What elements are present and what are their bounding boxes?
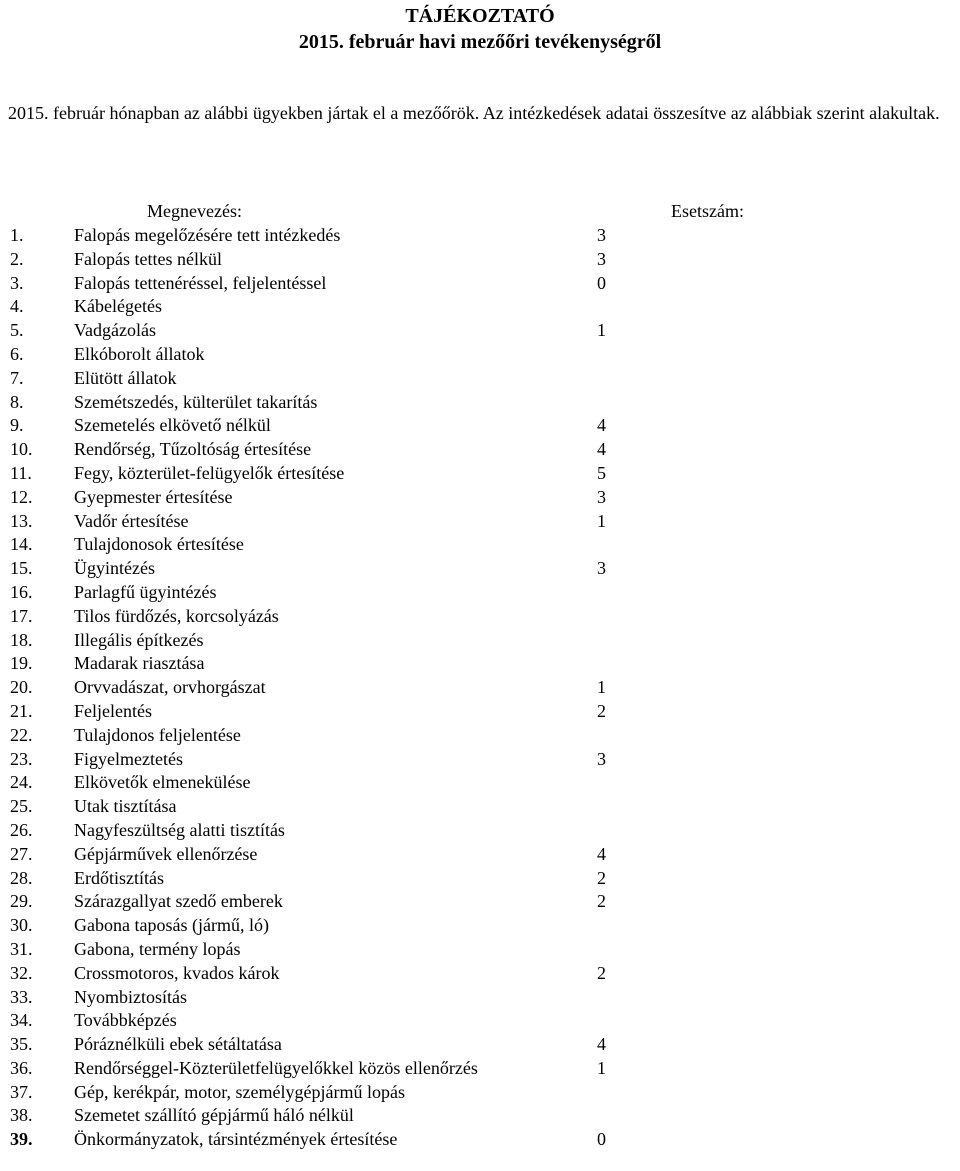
list-item: [0, 224, 960, 248]
list-item: [0, 1009, 960, 1033]
list-item: [0, 486, 960, 510]
item-label: Feljelentés: [74, 700, 152, 721]
list-item: [0, 581, 960, 605]
item-number: 27.: [10, 843, 33, 864]
list-item: [0, 1128, 960, 1152]
list-item: [0, 438, 960, 462]
list-item: [0, 391, 960, 415]
list-item: [0, 986, 960, 1010]
list-item: [0, 771, 960, 795]
document-title: TÁJÉKOZTATÓ: [405, 5, 555, 27]
item-number: 17.: [10, 605, 33, 626]
item-number: 22.: [10, 724, 33, 745]
item-number: 13.: [10, 510, 33, 531]
item-number: 1.: [10, 225, 24, 245]
list-item: [0, 938, 960, 962]
list-item: [0, 914, 960, 938]
item-count: 2: [597, 867, 606, 888]
item-number: 5.: [10, 320, 24, 341]
list-item: [0, 319, 960, 343]
item-number: 30.: [10, 915, 33, 936]
item-number: 31.: [10, 938, 33, 959]
list-item: [0, 652, 960, 676]
item-number: 34.: [10, 1010, 33, 1031]
item-count: 2: [597, 891, 606, 912]
item-count: 3: [597, 225, 606, 245]
item-label: Kábelégetés: [74, 296, 162, 317]
item-count: 3: [597, 748, 606, 769]
item-label: Elütött állatok: [74, 367, 177, 388]
item-label: Figyelmeztetés: [74, 748, 183, 769]
item-number: 6.: [10, 343, 24, 364]
item-label: Önkormányzatok, társintézmények értesítése: [74, 1129, 398, 1150]
item-label: Szárazgallyat szedő emberek: [74, 891, 283, 912]
item-label: Tilos fürdőzés, korcsolyázás: [74, 605, 279, 626]
item-count: 5: [597, 462, 606, 483]
list-item: [0, 1104, 960, 1128]
item-label: Falopás tettenéréssel, feljelentéssel: [74, 272, 327, 293]
item-count: 2: [597, 962, 606, 983]
list-item: [0, 367, 960, 391]
item-count: 1: [597, 320, 606, 341]
item-count: 1: [597, 1057, 606, 1078]
item-count: 3: [597, 558, 606, 579]
item-number: 35.: [10, 1034, 33, 1055]
item-label: Madarak riasztása: [74, 653, 205, 674]
item-number: 14.: [10, 534, 33, 555]
item-label: Erdőtisztítás: [74, 867, 164, 888]
item-number: 10.: [10, 439, 33, 460]
item-label: Falopás megelőzésére tett intézkedés: [74, 225, 341, 245]
item-number: 7.: [10, 367, 24, 388]
item-label: Szemetet szállító gépjármű háló nélkül: [74, 1105, 354, 1126]
item-number: 3.: [10, 272, 24, 293]
item-label: Utak tisztítása: [74, 796, 177, 817]
item-count: 2: [597, 700, 606, 721]
item-label: Elkövetők elmenekülése: [74, 772, 251, 793]
list-item: [0, 724, 960, 748]
item-number: 21.: [10, 700, 33, 721]
item-label: Tulajdonosok értesítése: [74, 534, 244, 555]
item-label: Illegális építkezés: [74, 629, 204, 650]
item-label: Nyombiztosítás: [74, 986, 187, 1007]
item-number: 19.: [10, 653, 33, 674]
item-label: Gyepmester értesítése: [74, 486, 233, 507]
item-number: 32.: [10, 962, 33, 983]
item-label: Gabona, termény lopás: [74, 938, 241, 959]
item-number: 20.: [10, 677, 33, 698]
item-count: 0: [597, 272, 606, 293]
item-label: Póráznélküli ebek sétáltatása: [74, 1034, 282, 1055]
item-number: 36.: [10, 1057, 33, 1078]
intro-paragraph: 2015. február hónapban az alábbi ügyekben jártak el a mezőőrök. Az intézkedések adatai összesítve az alábbiak szerint alakultak.: [8, 103, 940, 123]
list-item: [0, 1081, 960, 1105]
column-header-count: Esetszám:: [671, 201, 744, 221]
list-item: [0, 676, 960, 700]
item-label: Rendőrséggel-Közterületfelügyelőkkel közös ellenőrzés: [74, 1057, 478, 1078]
item-number: 37.: [10, 1081, 33, 1102]
column-header-name: Megnevezés:: [147, 201, 242, 221]
item-number: 38.: [10, 1105, 33, 1126]
item-label: Vadőr értesítése: [74, 510, 189, 531]
item-number: 4.: [10, 296, 24, 317]
item-number: 24.: [10, 772, 33, 793]
item-number: 8.: [10, 391, 24, 412]
item-number: 18.: [10, 629, 33, 650]
list-item: [0, 510, 960, 534]
item-number: 2.: [10, 248, 24, 269]
list-item: [0, 700, 960, 724]
item-number: 28.: [10, 867, 33, 888]
item-number: 12.: [10, 486, 33, 507]
item-label: Orvvadászat, orvhorgászat: [74, 677, 266, 698]
item-label: Crossmotoros, kvados károk: [74, 962, 280, 983]
item-label: Nagyfeszültség alatti tisztítás: [74, 819, 285, 840]
list-item: [0, 462, 960, 486]
item-count: 1: [597, 510, 606, 531]
item-label: Gép, kerékpár, motor, személygépjármű lopás: [74, 1081, 405, 1102]
item-count: 4: [597, 1034, 606, 1055]
list-item: [0, 295, 960, 319]
list-item: [0, 248, 960, 272]
item-label: Ügyintézés: [74, 558, 155, 579]
item-count: 4: [597, 415, 606, 436]
list-item: [0, 557, 960, 581]
item-label: Falopás tettes nélkül: [74, 248, 222, 269]
item-number: 39.: [10, 1129, 33, 1150]
list-item: [0, 629, 960, 653]
list-item: [0, 1033, 960, 1057]
item-label: Elkóborolt állatok: [74, 343, 205, 364]
item-label: Szemétszedés, külterület takarítás: [74, 391, 318, 412]
item-label: Rendőrség, Tűzoltóság értesítése: [74, 439, 312, 460]
list-item: [0, 414, 960, 438]
item-count: 3: [597, 486, 606, 507]
item-label: Fegy, közterület-felügyelők értesítése: [74, 462, 345, 483]
activity-list: [0, 224, 960, 1152]
item-number: 33.: [10, 986, 33, 1007]
item-count: 3: [597, 248, 606, 269]
item-label: Vadgázolás: [74, 320, 156, 341]
list-item: [0, 890, 960, 914]
item-number: 15.: [10, 558, 33, 579]
list-item: [0, 795, 960, 819]
item-number: 9.: [10, 415, 24, 436]
item-label: Gépjárművek ellenőrzése: [74, 843, 258, 864]
item-count: 4: [597, 439, 606, 460]
list-item: [0, 867, 960, 891]
item-label: Gabona taposás (jármű, ló): [74, 915, 269, 936]
list-item: [0, 843, 960, 867]
item-count: 4: [597, 843, 606, 864]
item-number: 16.: [10, 581, 33, 602]
item-number: 26.: [10, 819, 33, 840]
list-item: [0, 343, 960, 367]
item-label: Tulajdonos feljelentése: [74, 724, 241, 745]
list-item: [0, 1057, 960, 1081]
list-item: [0, 272, 960, 296]
list-item: [0, 819, 960, 843]
item-count: 0: [597, 1129, 606, 1150]
item-number: 25.: [10, 796, 33, 817]
list-item: [0, 533, 960, 557]
item-number: 11.: [10, 462, 32, 483]
item-label: Továbbképzés: [74, 1010, 177, 1031]
item-number: 29.: [10, 891, 33, 912]
item-count: 1: [597, 677, 606, 698]
document-subtitle: 2015. február havi mezőőri tevékenységről: [298, 31, 662, 53]
item-label: Szemetelés elkövető nélkül: [74, 415, 271, 436]
item-label: Parlagfű ügyintézés: [74, 581, 217, 602]
list-item: [0, 748, 960, 772]
item-number: 23.: [10, 748, 33, 769]
list-item: [0, 605, 960, 629]
list-item: [0, 962, 960, 986]
